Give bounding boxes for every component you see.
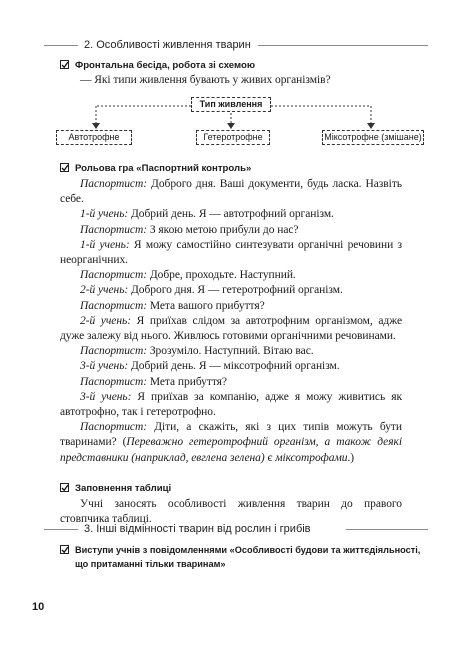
dialogue-line	[60, 359, 402, 374]
answer-close: .)	[347, 451, 355, 464]
dialogue-line	[60, 375, 402, 390]
speaker-label: 2-й учень:	[80, 284, 129, 297]
dialogue-line	[60, 223, 402, 238]
question-text	[60, 73, 420, 88]
section-rule-left	[44, 45, 78, 46]
speaker-label: Паспортист:	[80, 299, 148, 312]
dialogue-text: Добрий день. Я — міксотрофний організм.	[128, 360, 340, 373]
section-rule-right	[346, 529, 428, 530]
dialogue-text: Я приїхав за компанію, адже я можу живитись як автотрофно, так і гетеротрофно.	[60, 390, 402, 419]
dialogue-line	[60, 238, 402, 268]
dialogue-text: Діти, а скажіть, які з цих типів можуть бути тваринами? (	[60, 421, 402, 449]
task-heading-label: Заповнення таблиці	[75, 483, 172, 494]
checkbox-icon	[60, 163, 69, 172]
section-title: 3. Інші відмінності тварин від рослин і грибів	[84, 523, 311, 535]
speaker-label: 1-й учень:	[80, 238, 130, 251]
diagram-box-autotrophic: Автотрофне	[56, 130, 132, 145]
dialogue-text: Добрий день. Я — автотрофний організм.	[128, 208, 334, 221]
dialogue-line	[60, 314, 402, 344]
task-heading	[60, 162, 251, 175]
task-heading	[60, 544, 420, 557]
section-rule-right	[258, 45, 428, 46]
dialogue-text: З якою метою прибули до нас?	[147, 223, 299, 236]
speaker-label: 1-й учень:	[80, 208, 129, 221]
dialogue-text: Мета вашого прибуття?	[147, 299, 265, 312]
dialogue-line	[60, 177, 402, 207]
task-heading	[60, 59, 255, 72]
speaker-label: Паспортист:	[80, 421, 148, 434]
dialogue-text: Зрозуміло. Наступний. Вітаю вас.	[147, 345, 314, 358]
role-play-dialogue	[60, 177, 402, 466]
dialogue-line	[60, 283, 402, 298]
speaker-label: Паспортист:	[80, 345, 148, 358]
task-heading-label: Рольова гра «Паспортний контроль»	[75, 163, 252, 174]
page-number: 10	[32, 601, 45, 613]
task-heading	[60, 482, 171, 495]
speaker-label: 3-й учень:	[80, 390, 132, 403]
speaker-label: Паспортист:	[80, 223, 148, 236]
section-title: 2. Особливості живлення тварин	[84, 39, 251, 51]
dialogue-line	[60, 299, 402, 314]
task-heading-continuation: що притаманні тільки тваринам»	[75, 559, 226, 569]
task-heading-label: Фронтальна бесіда, робота зі схемою	[75, 60, 256, 71]
checkbox-icon	[60, 60, 69, 69]
dialogue-text: Мета прибуття?	[147, 375, 227, 388]
dialogue-line	[60, 344, 402, 359]
dialogue-text: Доброго дня. Я — гетеротрофний організм.	[128, 284, 343, 297]
diagram-root-box: Тип живлення	[191, 97, 271, 112]
speaker-label: Паспортист:	[80, 269, 148, 282]
dialogue-text: Добре, проходьте. Наступний.	[147, 269, 296, 282]
dialogue-line	[60, 268, 402, 283]
dialogue-line-final	[60, 420, 402, 466]
speaker-label: Паспортист:	[80, 375, 148, 388]
speaker-label: 3-й учень:	[80, 360, 129, 373]
speaker-label: 2-й учень:	[80, 314, 131, 327]
answer-connector: є	[264, 451, 276, 464]
instruction-text: Учні заносять особливості живлення тварин до правого стовпчика таблиці.	[60, 498, 402, 526]
dialogue-text: Я можу самостійно синтезувати органічні речовини з неорганічних.	[60, 238, 402, 267]
section-rule-left	[44, 529, 78, 530]
answer-term: міксотрофами	[275, 451, 348, 464]
checkbox-icon	[60, 545, 69, 554]
task-heading-label: Виступи учнів з повідомленнями «Особливості будови та життєдіяльності,	[75, 545, 421, 555]
dialogue-text: Я приїхав слідом за автотрофним організмом, адже дуже залежу від нього. Живлюсь готовими органічними речовинами.	[60, 314, 402, 343]
speaker-label: Паспортист:	[80, 178, 148, 190]
dialogue-text: Доброго дня. Ваші документи, будь ласка. Назвіть себе.	[60, 178, 402, 206]
dialogue-line	[60, 207, 402, 222]
diagram-box-heterotrophic: Гетеротрофне	[196, 130, 270, 145]
question-line: — Які типи живлення бувають у живих організмів?	[80, 74, 331, 86]
checkbox-icon	[60, 483, 69, 492]
dialogue-line	[60, 390, 402, 420]
feeding-types-diagram	[46, 96, 426, 156]
diagram-box-mixotrophic: Міксотрофне (змішане)	[322, 130, 424, 145]
answer-text: Переважно гетеротрофний організм, а також деякі представники (наприклад, евглена зелена)	[60, 436, 402, 464]
